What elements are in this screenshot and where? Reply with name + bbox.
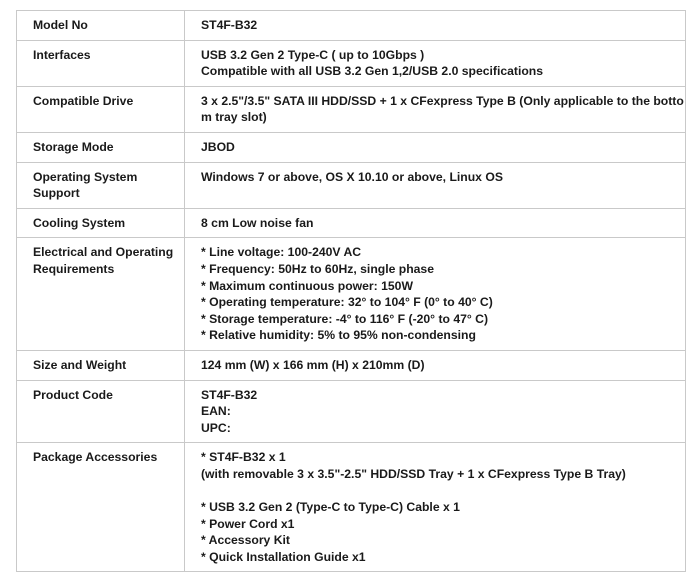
spec-value-line: * ST4F-B32 x 1	[201, 450, 286, 465]
spec-label: Storage Mode	[17, 132, 185, 162]
spec-value-line: 8 cm Low noise fan	[201, 215, 314, 230]
spec-value-line: 124 mm (W) x 166 mm (H) x 210mm (D)	[201, 357, 425, 372]
spec-row-storage-mode	[17, 132, 686, 162]
spec-label: Product Code	[17, 380, 185, 443]
spec-value-line: m tray slot)	[201, 110, 267, 125]
spec-value	[185, 443, 686, 572]
spec-label: Compatible Drive	[17, 86, 185, 132]
spec-value	[185, 86, 686, 132]
spec-value-line: * Power Cord x1	[201, 516, 295, 531]
spec-label: Electrical and Operating Requirements	[17, 238, 185, 351]
spec-row-size-weight	[17, 350, 686, 380]
spec-value-line: * Maximum continuous power: 150W	[201, 278, 413, 293]
spec-value-line: * Accessory Kit	[201, 533, 290, 548]
spec-value	[185, 208, 686, 238]
spec-value-line: * USB 3.2 Gen 2 (Type-C to Type-C) Cable x 1	[201, 500, 460, 515]
spec-value-line: Compatible with all USB 3.2 Gen 1,2/USB 2.0 specifications	[201, 64, 544, 79]
spec-row-cooling-system	[17, 208, 686, 238]
spec-row-interfaces	[17, 40, 686, 86]
spec-value	[185, 380, 686, 443]
spec-row-operating-system	[17, 162, 686, 208]
spec-label: Operating System Support	[17, 162, 185, 208]
spec-value	[185, 11, 686, 41]
spec-row-compatible-drive	[17, 86, 686, 132]
spec-row-product-code	[17, 380, 686, 443]
spec-label: Size and Weight	[17, 350, 185, 380]
spec-value-line: * Frequency: 50Hz to 60Hz, single phase	[201, 261, 434, 276]
spec-value-line: Windows 7 or above, OS X 10.10 or above, Linux OS	[201, 169, 503, 184]
spec-table	[16, 10, 686, 572]
spec-value-line: * Line voltage: 100-240V AC	[201, 245, 362, 260]
spec-label: Interfaces	[17, 40, 185, 86]
spec-value-line: * Operating temperature: 32° to 104° F (0° to 40° C)	[201, 295, 493, 310]
spec-value	[185, 132, 686, 162]
spec-value-line: * Storage temperature: -4° to 116° F (-20° to 47° C)	[201, 311, 489, 326]
spec-row-model-no	[17, 11, 686, 41]
spec-value-line: 3 x 2.5"/3.5" SATA III HDD/SSD + 1 x CFexpress Type B (Only applicable to the botto	[201, 93, 684, 108]
spec-value-line: ST4F-B32	[201, 387, 258, 402]
spec-row-electrical	[17, 238, 686, 351]
spec-label: Cooling System	[17, 208, 185, 238]
spec-value	[185, 162, 686, 208]
spec-value-spacer	[201, 482, 677, 499]
spec-value-line: ST4F-B32	[201, 18, 258, 32]
spec-row-package-accessories	[17, 443, 686, 572]
spec-value-line: * Relative humidity: 5% to 95% non-condensing	[201, 328, 476, 343]
spec-value-line: JBOD	[201, 139, 235, 154]
spec-value-line: EAN:	[201, 404, 231, 419]
spec-value-line: UPC:	[201, 420, 231, 435]
spec-value	[185, 350, 686, 380]
spec-label: Package Accessories	[17, 443, 185, 572]
spec-value-line: USB 3.2 Gen 2 Type-C ( up to 10Gbps )	[201, 47, 425, 62]
spec-value	[185, 40, 686, 86]
spec-label: Model No	[17, 11, 185, 41]
spec-value	[185, 238, 686, 351]
spec-value-line: * Quick Installation Guide x1	[201, 549, 366, 564]
spec-value-line: (with removable 3 x 3.5"-2.5" HDD/SSD Tray + 1 x CFexpress Type B Tray)	[201, 466, 626, 481]
